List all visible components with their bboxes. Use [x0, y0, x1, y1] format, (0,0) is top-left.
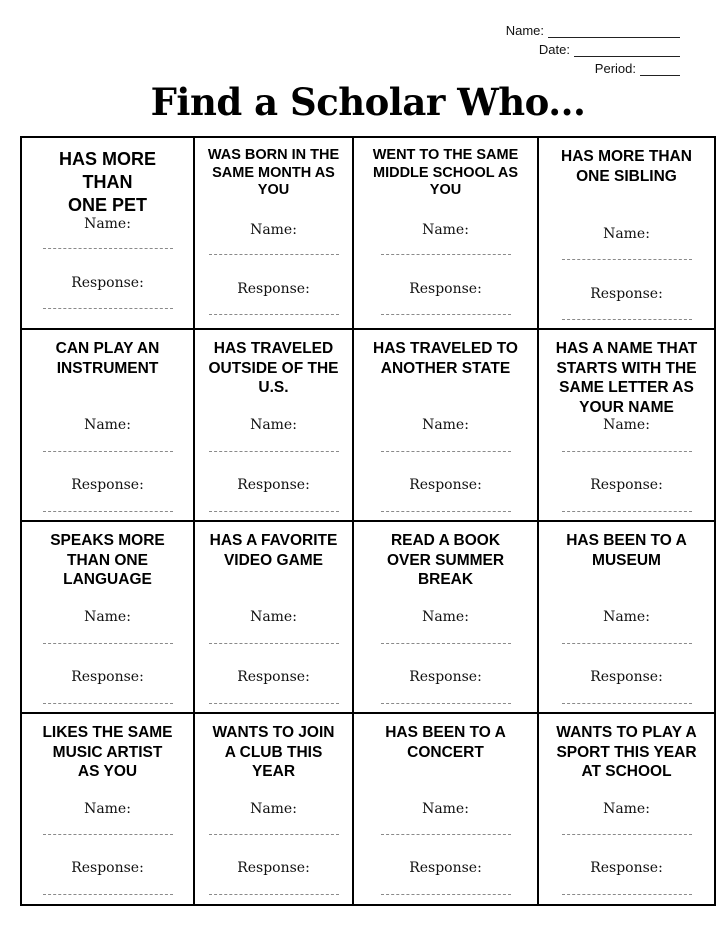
cell-response-label: Response: — [590, 860, 663, 876]
cell-response-line[interactable] — [209, 703, 339, 704]
cell-response-label: Response: — [409, 281, 482, 297]
cell-prompt: WAS BORN IN THE SAME MONTH AS YOU — [207, 147, 340, 198]
grid-cell — [195, 714, 354, 904]
cell-name-line[interactable] — [562, 643, 692, 644]
cell-name-label: Name: — [84, 216, 131, 232]
cell-name-label: Name: — [84, 801, 131, 817]
grid-cell — [195, 138, 354, 330]
cell-prompt: READ A BOOK OVER SUMMER BREAK — [386, 532, 505, 588]
cell-name-line[interactable] — [381, 834, 511, 835]
bingo-grid — [20, 136, 716, 906]
period-line[interactable] — [640, 65, 680, 76]
cell-prompt: HAS MORE THAN ONE PET — [58, 149, 156, 215]
grid-cell — [22, 330, 195, 522]
cell-response-line[interactable] — [381, 511, 511, 512]
grid-cell — [354, 138, 539, 330]
cell-response-line[interactable] — [562, 511, 692, 512]
cell-prompt: HAS TRAVELED OUTSIDE OF THE U.S. — [208, 340, 339, 396]
cell-prompt: HAS BEEN TO A CONCERT — [385, 724, 506, 761]
cell-response-label: Response: — [71, 669, 144, 685]
cell-prompt: HAS TRAVELED TO ANOTHER STATE — [373, 340, 518, 377]
cell-response-line[interactable] — [562, 894, 692, 895]
cell-prompt: WANTS TO PLAY A SPORT THIS YEAR AT SCHOOL — [556, 724, 697, 780]
cell-response-line[interactable] — [209, 894, 339, 895]
cell-name-label: Name: — [84, 417, 131, 433]
cell-name-label: Name: — [250, 609, 297, 625]
grid-cell — [22, 138, 195, 330]
date-field[interactable] — [539, 42, 680, 57]
cell-name-line[interactable] — [43, 451, 173, 452]
cell-name-label: Name: — [603, 609, 650, 625]
grid-cell — [354, 522, 539, 714]
cell-response-label: Response: — [237, 281, 310, 297]
cell-name-label: Name: — [422, 222, 469, 238]
cell-prompt: LIKES THE SAME MUSIC ARTIST AS YOU — [42, 724, 173, 780]
cell-name-line[interactable] — [209, 643, 339, 644]
cell-response-label: Response: — [237, 477, 310, 493]
cell-name-label: Name: — [250, 417, 297, 433]
cell-name-line[interactable] — [43, 834, 173, 835]
cell-response-label: Response: — [409, 669, 482, 685]
student-name-field[interactable] — [506, 23, 680, 38]
cell-name-line[interactable] — [209, 451, 339, 452]
cell-response-line[interactable] — [562, 703, 692, 704]
cell-prompt: HAS A FAVORITE VIDEO GAME — [209, 532, 338, 569]
cell-response-line[interactable] — [381, 703, 511, 704]
cell-response-line[interactable] — [209, 314, 339, 315]
cell-response-label: Response: — [71, 860, 144, 876]
cell-name-label: Name: — [84, 609, 131, 625]
student-name-label: Name: — [505, 23, 544, 38]
grid-cell — [354, 714, 539, 904]
cell-response-label: Response: — [409, 477, 482, 493]
cell-name-line[interactable] — [381, 451, 511, 452]
cell-name-label: Name: — [250, 801, 297, 817]
student-name-line[interactable] — [548, 27, 680, 38]
cell-response-line[interactable] — [562, 319, 692, 320]
cell-name-line[interactable] — [209, 834, 339, 835]
cell-prompt: CAN PLAY AN INSTRUMENT — [55, 340, 160, 377]
cell-response-label: Response: — [590, 669, 663, 685]
cell-response-label: Response: — [71, 275, 144, 291]
cell-name-label: Name: — [422, 417, 469, 433]
cell-name-line[interactable] — [43, 643, 173, 644]
cell-name-line[interactable] — [209, 254, 339, 255]
cell-name-label: Name: — [422, 801, 469, 817]
cell-response-line[interactable] — [43, 308, 173, 309]
cell-name-line[interactable] — [381, 254, 511, 255]
cell-prompt: WENT TO THE SAME MIDDLE SCHOOL AS YOU — [372, 147, 519, 198]
cell-prompt: WANTS TO JOIN A CLUB THIS YEAR — [212, 724, 335, 780]
cell-response-line[interactable] — [43, 703, 173, 704]
cell-response-label: Response: — [590, 286, 663, 302]
cell-name-label: Name: — [603, 226, 650, 242]
grid-cell — [539, 138, 714, 330]
cell-name-line[interactable] — [43, 248, 173, 249]
cell-prompt: HAS A NAME THAT STARTS WITH THE SAME LETTER AS YOUR NAME — [555, 340, 698, 416]
grid-cell — [22, 714, 195, 904]
cell-name-line[interactable] — [381, 643, 511, 644]
grid-cell — [539, 330, 714, 522]
cell-response-label: Response: — [590, 477, 663, 493]
cell-response-line[interactable] — [43, 511, 173, 512]
cell-name-line[interactable] — [562, 834, 692, 835]
cell-prompt: HAS BEEN TO A MUSEUM — [566, 532, 687, 569]
cell-name-line[interactable] — [562, 451, 692, 452]
cell-response-label: Response: — [237, 669, 310, 685]
cell-response-line[interactable] — [381, 314, 511, 315]
grid-cell — [22, 522, 195, 714]
grid-cell — [539, 714, 714, 904]
cell-prompt: HAS MORE THAN ONE SIBLING — [561, 148, 692, 185]
cell-response-line[interactable] — [209, 511, 339, 512]
cell-response-line[interactable] — [381, 894, 511, 895]
cell-name-label: Name: — [603, 417, 650, 433]
grid-cell — [354, 330, 539, 522]
page-title: Find a Scholar Who... — [150, 80, 586, 124]
cell-prompt: SPEAKS MORE THAN ONE LANGUAGE — [50, 532, 165, 588]
date-label: Date: — [538, 42, 570, 57]
cell-name-label: Name: — [250, 222, 297, 238]
cell-response-line[interactable] — [43, 894, 173, 895]
cell-response-label: Response: — [409, 860, 482, 876]
cell-name-label: Name: — [603, 801, 650, 817]
cell-name-line[interactable] — [562, 259, 692, 260]
date-line[interactable] — [574, 46, 680, 57]
grid-cell — [195, 522, 354, 714]
cell-response-label: Response: — [71, 477, 144, 493]
period-field[interactable] — [595, 61, 680, 76]
grid-cell — [539, 522, 714, 714]
period-label: Period: — [594, 61, 636, 76]
cell-name-label: Name: — [422, 609, 469, 625]
cell-response-label: Response: — [237, 860, 310, 876]
grid-cell — [195, 330, 354, 522]
